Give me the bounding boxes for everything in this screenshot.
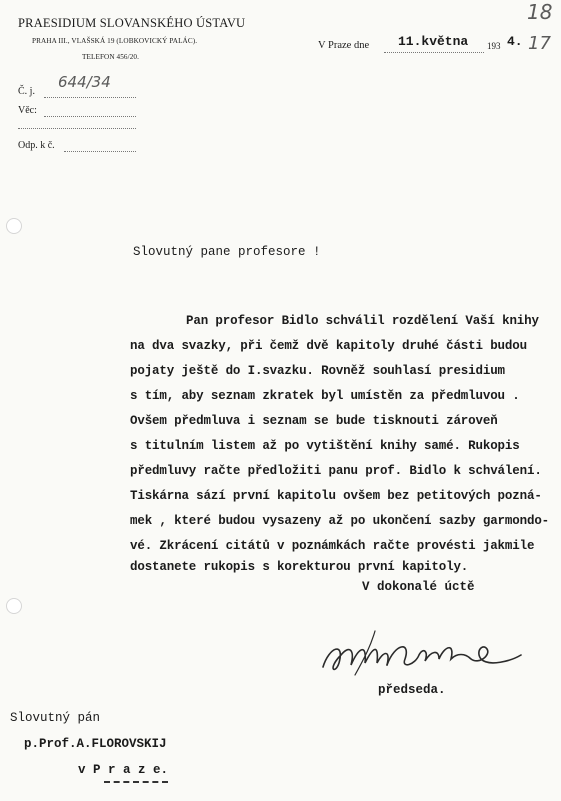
- year-suffix: 4.: [507, 34, 523, 49]
- punch-hole: [6, 218, 22, 234]
- letterhead-institution: PRAESIDIUM SLOVANSKÉHO ÚSTAVU: [18, 16, 246, 30]
- reference-number: 644/34: [58, 73, 111, 91]
- closing: V dokonalé úctě: [362, 580, 475, 594]
- signature-image: [315, 625, 545, 685]
- punch-hole: [6, 598, 22, 614]
- handwritten-mark-top: 18: [527, 0, 553, 24]
- place-label: V Praze dne: [318, 40, 370, 51]
- reply-dotted-line: [64, 151, 136, 152]
- recipient-line-2: p.Prof.A.FLOROVSKIJ: [24, 737, 167, 751]
- salutation: Slovutný pane profesore !: [133, 245, 321, 259]
- body-line: mek , které budou vysazeny až po ukončení sazby garmondo-: [130, 514, 550, 528]
- body-line: dostanete rukopis s korekturou první kapitoly.: [130, 560, 469, 574]
- recipient-line-1: Slovutný pán: [10, 711, 101, 725]
- recipient-line-3: v P r a z e.: [78, 763, 169, 777]
- letterhead-address: PRAHA III., VLAŠSKÁ 19 (LOBKOVICKÝ PALÁC).: [32, 37, 198, 45]
- body-line: s tím, aby seznam zkratek byl umístěn za předmluvou .: [130, 389, 520, 403]
- date-dotted-line: [384, 52, 484, 53]
- body-line: předmluvy račte předložiti panu prof. Bidlo k schválení.: [130, 464, 542, 478]
- date-value: 11.května: [398, 34, 469, 49]
- year-prefix: 193: [487, 41, 501, 51]
- body-line: Ovšem předmluva i seznam se bude tisknouti zároveň: [130, 414, 498, 428]
- signer-role: předseda.: [378, 683, 446, 697]
- reference-dotted-line: [44, 97, 136, 98]
- body-line: Tiskárna sází první kapitolu ovšem bez petitových pozná-: [130, 489, 542, 503]
- body-line: vé. Zkrácení citátů v poznámkách račte provésti jakmile: [130, 539, 535, 553]
- subject-dotted-line-2: [18, 128, 136, 129]
- body-line: s titulním listem až po vytištění knihy samé. Rukopis: [130, 439, 520, 453]
- body-line: pojaty ještě do I.svazku. Rovněž souhlasí presidium: [130, 364, 505, 378]
- letterhead-phone: TELEFON 456/20.: [82, 53, 139, 61]
- recipient-underline: [104, 781, 168, 783]
- body-line: na dva svazky, při čemž dvě kapitoly druhé části budou: [130, 339, 527, 353]
- reply-label: Odp. k č.: [18, 140, 55, 151]
- subject-label: Věc:: [18, 105, 37, 116]
- body-line: Pan profesor Bidlo schválil rozdělení Vaší knihy: [186, 314, 539, 328]
- subject-dotted-line: [44, 116, 136, 117]
- reference-label: Č. j.: [18, 86, 35, 97]
- handwritten-mark-side: 17: [528, 33, 551, 54]
